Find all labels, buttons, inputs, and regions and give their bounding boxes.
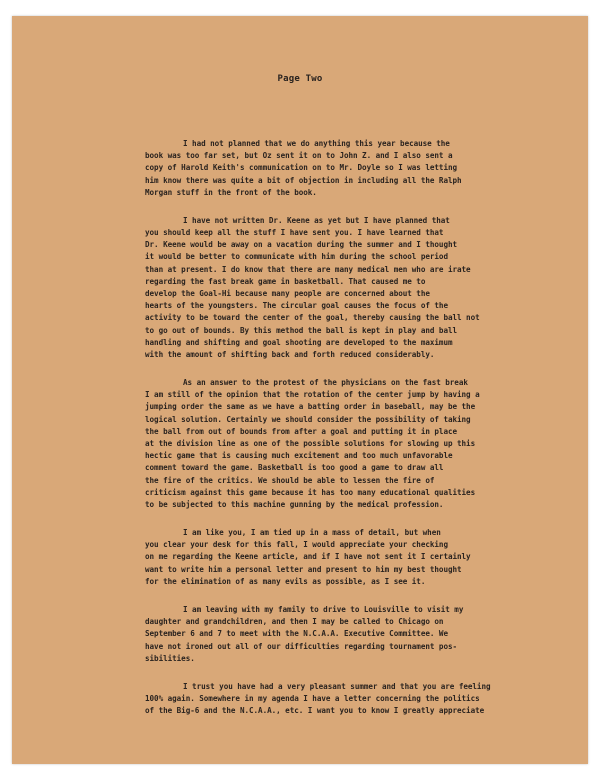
text-line: I have not written Dr. Keene as yet but I have planned that xyxy=(183,215,450,225)
text-line: book was too far set, but Oz sent it on to John Z. and I also sent a xyxy=(145,151,453,161)
text-line: the fire of the critics. We should be able to lessen the fire of xyxy=(145,475,435,485)
text-line: on me regarding the Keene article, and if I have not sent it I certainly xyxy=(145,552,471,562)
text-line: logical solution. Certainly we should consider the possibility of taking xyxy=(145,414,471,424)
text-line: for the elimination of as many evils as possible, as I see it. xyxy=(145,576,426,586)
paragraph-4 xyxy=(145,527,565,588)
page-label: Page Two xyxy=(277,74,323,84)
text-line: you clear your desk for this fall, I would appreciate your checking xyxy=(145,540,448,550)
text-line: I had not planned that we do anything this year because the xyxy=(183,139,450,148)
text-line: jumping order the same as we have a batting order in baseball, may be the xyxy=(145,402,476,412)
text-line: 100% again. Somewhere in my agenda I have a letter concerning the politics xyxy=(145,693,480,703)
paragraph-1 xyxy=(145,138,565,199)
text-line: sibilities. xyxy=(145,653,195,663)
text-line: than at present. I do know that there are many medical men who are irate xyxy=(145,264,471,274)
text-line: As an answer to the protest of the physicians on the fast break xyxy=(183,378,468,388)
text-line: criticism against this game because it has too many educational qualities xyxy=(145,487,476,497)
text-line: I am still of the opinion that the rotation of the center jump by having a xyxy=(145,390,480,400)
text-line: comment toward the game. Basketball is too good a game to draw all xyxy=(145,463,444,473)
text-line: you should keep all the stuff I have sent you. I have learned that xyxy=(145,228,444,238)
text-line: I trust you have had a very pleasant summer and that you are feeling xyxy=(183,681,491,691)
text-line: September 6 and 7 to meet with the N.C.A.A. Executive Committee. We xyxy=(145,629,448,639)
text-line: to go out of bounds. By this method the ball is kept in play and ball xyxy=(145,325,458,335)
letter-body xyxy=(145,138,565,733)
text-line: I am leaving with my family to drive to Louisville to visit my xyxy=(183,604,464,614)
text-line: want to write him a personal letter and present to him my best thought xyxy=(145,564,462,574)
text-line: regarding the fast break game in basketball. That caused me to xyxy=(145,276,426,286)
text-line: daughter and grandchildren, and then I may be called to Chicago on xyxy=(145,617,444,627)
text-line: hectic game that is causing much excitement and too much unfavorable xyxy=(145,451,453,461)
paragraph-2 xyxy=(145,215,565,361)
text-line: it would be better to communicate with him during the school period xyxy=(145,252,448,262)
text-line: handling and shifting and goal shooting are developed to the maximum xyxy=(145,337,453,347)
text-line: with the amount of shifting back and forth reduced considerably. xyxy=(145,350,435,360)
text-line: at the division line as one of the possible solutions for slowing up this xyxy=(145,439,476,449)
paragraph-5 xyxy=(145,604,565,665)
text-line: Dr. Keene would be away on a vacation during the summer and I thought xyxy=(145,240,458,250)
text-line: hearts of the youngsters. The circular goal causes the focus of the xyxy=(145,301,448,311)
text-line: of the Big-6 and the N.C.A.A., etc. I want you to know I greatly appreciate xyxy=(145,706,485,716)
paragraph-3 xyxy=(145,377,565,511)
text-line: activity to be toward the center of the goal, thereby causing the ball not xyxy=(145,313,480,323)
text-line: have not ironed out all of our difficulties regarding tournament pos- xyxy=(145,641,458,651)
text-line: develop the Goal-Hi because many people are concerned about the xyxy=(145,289,430,299)
text-line: him know there was quite a bit of objection in including all the Ralph xyxy=(145,175,462,185)
text-line: the ball from out of bounds from after a goal and putting it in place xyxy=(145,426,458,436)
paragraph-6 xyxy=(145,681,565,718)
letter-page xyxy=(12,16,588,764)
text-line: to be subjected to this machine gunning by the medical profession. xyxy=(145,500,444,510)
text-line: I am like you, I am tied up in a mass of detail, but when xyxy=(183,528,441,538)
text-line: Morgan stuff in the front of the book. xyxy=(145,187,317,197)
text-line: copy of Harold Keith's communication on to Mr. Doyle so I was letting xyxy=(145,163,458,173)
